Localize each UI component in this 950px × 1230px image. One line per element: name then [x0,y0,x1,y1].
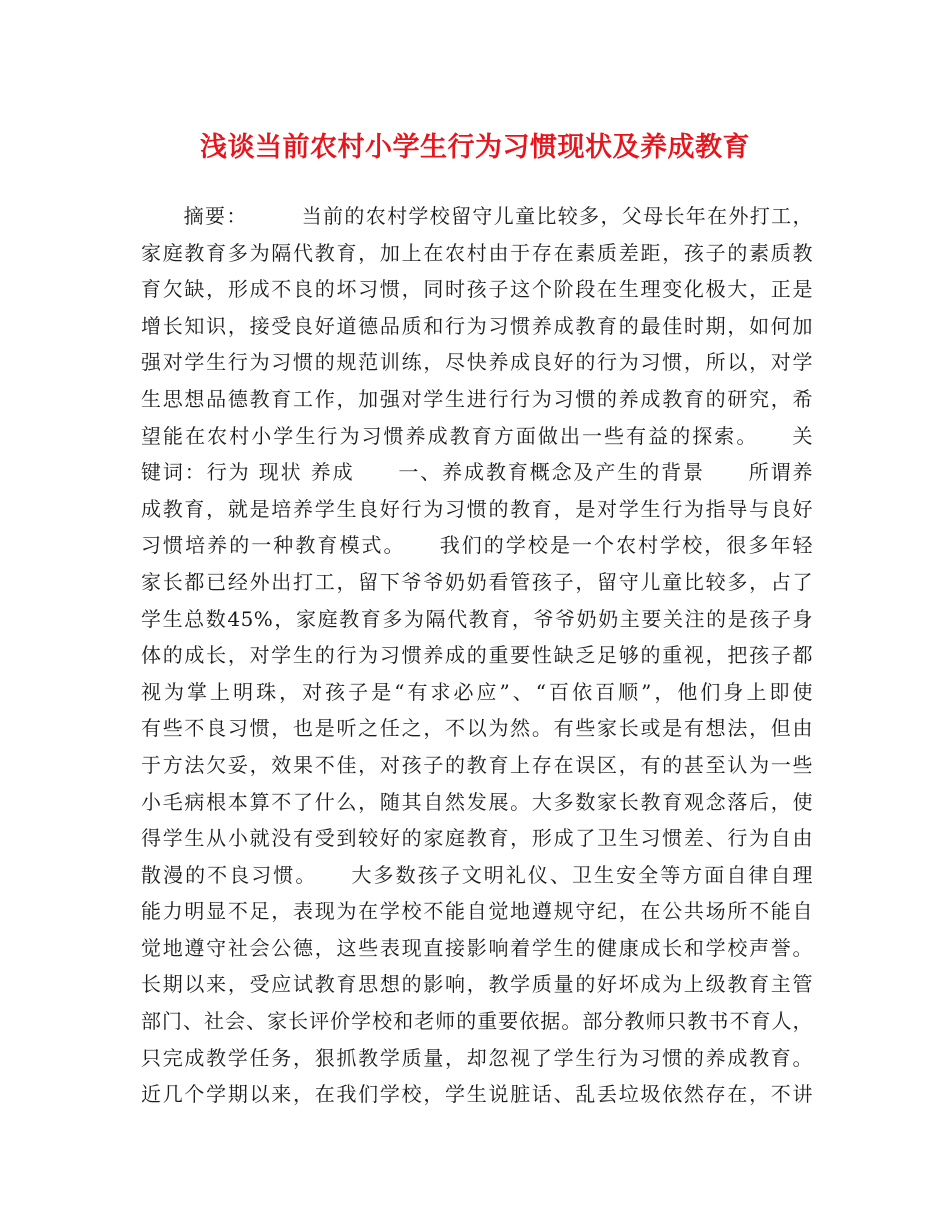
text-line: 望能在农村小学生行为习惯养成教育方面做出一些有益的探索。 关 [141,423,813,448]
text-line: 育欠缺，形成不良的坏习惯，同时孩子这个阶段在生理变化极大，正是 [141,277,813,302]
text-line: 强对学生行为习惯的规范训练，尽快养成良好的行为习惯，所以，对学 [141,350,813,375]
text-line: 散漫的不良习惯。 大多数孩子文明礼仪、卫生安全等方面自律自理 [141,862,813,887]
text-line: 能力明显不足，表现为在学校不能自觉地遵规守纪，在公共场所不能自 [141,899,813,924]
body-text [141,198,813,1113]
text-line: 觉地遵守社会公德，这些表现直接影响着学生的健康成长和学校声誉。 [141,935,813,960]
text-line: 键词：行为 现状 养成 一、养成教育概念及产生的背景 所谓养 [141,460,813,485]
text-line: 只完成教学任务，狠抓教学质量，却忽视了学生行为习惯的养成教育。 [141,1045,813,1070]
text-line: 家庭教育多为隔代教育，加上在农村由于存在素质差距，孩子的素质教 [141,240,813,265]
text-line: 长期以来，受应试教育思想的影响，教学质量的好坏成为上级教育主管 [141,972,813,997]
text-line: 学生总数45%，家庭教育多为隔代教育，爷爷奶奶主要关注的是孩子身 [141,606,813,631]
text-line: 摘要： 当前的农村学校留守儿童比较多，父母长年在外打工， [141,204,813,228]
text-line: 于方法欠妥，效果不佳，对孩子的教育上存在误区，有的甚至认为一些 [141,752,813,777]
document-title: 浅谈当前农村小学生行为习惯现状及养成教育 [200,132,750,163]
text-line: 体的成长，对学生的行为习惯养成的重要性缺乏足够的重视，把孩子都 [141,643,813,668]
text-line: 部门、社会、家长评价学校和老师的重要依据。部分教师只教书不育人， [141,1009,813,1034]
text-line: 小毛病根本算不了什么，随其自然发展。大多数家长教育观念落后，使 [141,789,813,814]
text-line: 家长都已经外出打工，留下爷爷奶奶看管孩子，留守儿童比较多，占了 [141,569,813,594]
text-line: 成教育，就是培养学生良好行为习惯的教育，是对学生行为指导与良好 [141,496,813,521]
text-line: 视为掌上明珠，对孩子是“有求必应”、“百依百顺”，他们身上即使 [141,679,813,704]
text-line: 有些不良习惯，也是听之任之，不以为然。有些家长或是有想法，但由 [141,716,813,741]
text-line: 增长知识，接受良好道德品质和行为习惯养成教育的最佳时期，如何加 [141,313,813,338]
text-line: 近几个学期以来，在我们学校，学生说脏话、乱丢垃圾依然存在，不讲 [141,1082,813,1107]
text-line: 生思想品德教育工作，加强对学生进行行为习惯的养成教育的研究，希 [141,386,813,411]
text-line: 得学生从小就没有受到较好的家庭教育，形成了卫生习惯差、行为自由 [141,826,813,851]
text-line: 习惯培养的一种教育模式。 我们的学校是一个农村学校，很多年轻 [141,533,813,558]
